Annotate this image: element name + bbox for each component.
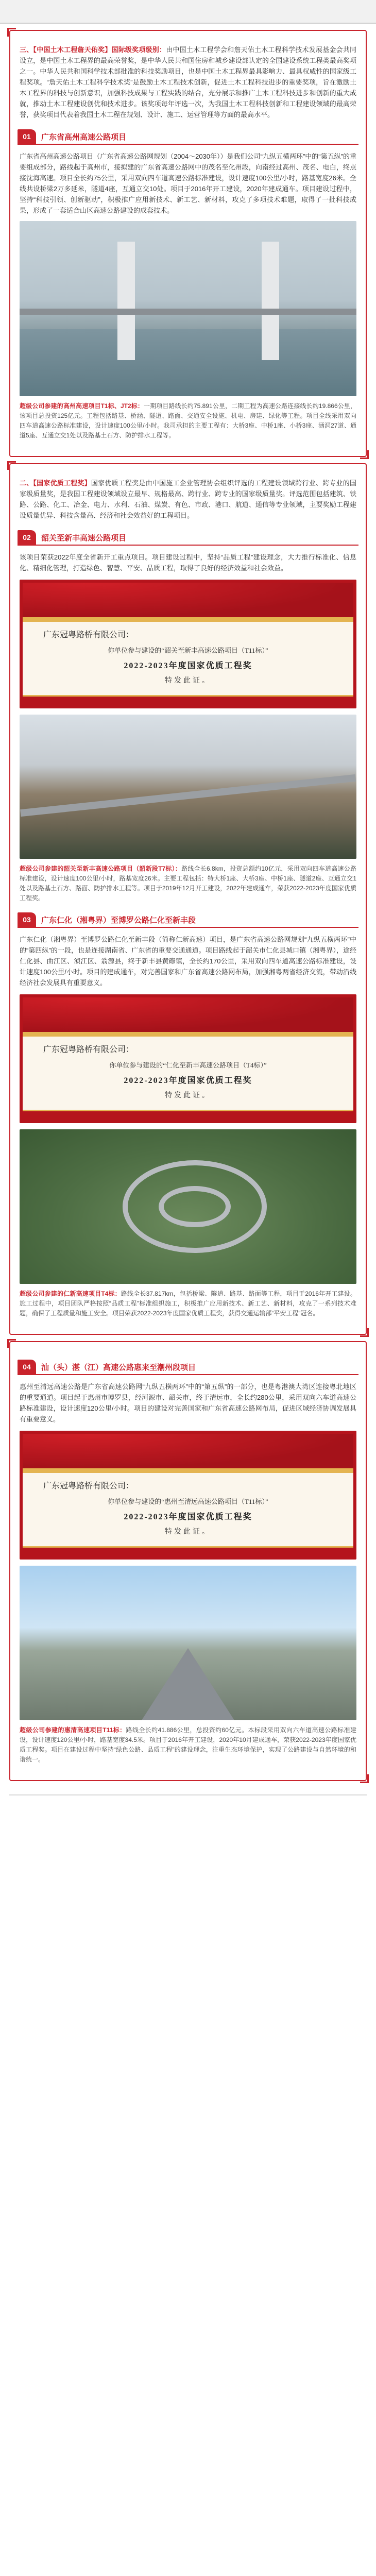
photo-caption bbox=[20, 1725, 356, 1765]
section-header-02 bbox=[18, 530, 358, 546]
section-paragraph: 广东仁化（湘粤界）至博罗公路仁化至新丰段（简称仁新高速）项目，是广东省高速公路网规划“九纵五横两环”中的“第四纵”的一段，也是连接湖南省、广东省的重要交通通道。项目路线起于韶关市仁化县城口镇（湘粤界），途经仁化县、曲江区、浈江区、翁源县，终于新丰县黄磜镇，全长约170公里，采用双向四车道高速公路标准建设，设计速度100公里/小时。项目的建成通车，对完善国家和广东省高速公路网布局，加强湘粤两省经济交流，带动沿线经济社会发展具有重要意义。 bbox=[20, 936, 356, 987]
caption-text: 路线全长约41.886公里，总投资约60亿元。本标段采用双向六车道高速公路标准建设，设计速度120公里/小时，路基宽度34.5米。项目于2016年开工建设，2020年10月建成通车，荣获2022-2023年度国家优质工程奖。项目在建设过程中坚持“绿色公路、品质工程”的建设理念，注重生态环境保护，实现了公路建设与自然环境的和谐统一。 bbox=[20, 1726, 356, 1763]
section-header-04 bbox=[18, 1360, 358, 1375]
section-number: 02 bbox=[18, 530, 36, 545]
caption-lead: 超级公司参建的惠清高速项目T11标： bbox=[20, 1726, 126, 1734]
section-header-03 bbox=[18, 912, 358, 928]
section-title: 韶关至新丰高速公路项目 bbox=[41, 533, 127, 543]
section-title: 广东省高州高速公路项目 bbox=[41, 132, 127, 142]
valley-highway-photo bbox=[20, 715, 356, 859]
intro-body: 由中国土木工程学会和詹天佑土木工程科学技术发展基金会共同设立，是中国土木工程界的最高荣誉奖，是中华人民共和国住房和城乡建设部认定的全国建设系统工程类最高奖项之一。中华人民共和国科学技术部批准的科技奖励项目，也是中国土木工程界最具影响力、最具权威性的国家级工程奖项。“詹天佑土木工程科学技术奖”是鼓励土木工程技术创新，促进土木工程科技进步的重要奖项，旨在激励土木工程界的科技与创新意识，加强科技成果与工程实践的结合，充分展示和推广土木工程科技进步和创新的重大成就，推动土木工程建设创优和技术进步。该奖项每年评选一次，为我国土木工程科技创新和工程建设领域的最高荣誉，获奖项目代表着我国土木工程在规划、设计、施工、运营管理等方面的最高水平。 bbox=[20, 46, 356, 118]
cert-award: 2022-2023年度国家优质工程奖 bbox=[124, 662, 252, 670]
photo-caption bbox=[20, 1289, 356, 1318]
footer-divider bbox=[9, 1794, 367, 1795]
cert-org: 广东冠粤路桥有限公司： bbox=[43, 1482, 134, 1490]
section-frame-1 bbox=[9, 30, 367, 457]
section-paragraph bbox=[20, 478, 356, 521]
caption-lead: 超级公司参建的韶关至新丰高速公路项目（韶新段T7标）： bbox=[20, 865, 182, 872]
cert-award: 2022-2023年度国家优质工程奖 bbox=[124, 1076, 252, 1085]
bridge-photo bbox=[20, 221, 356, 396]
intro-paragraph bbox=[20, 44, 356, 120]
award-certificate bbox=[20, 580, 356, 708]
caption-lead: 超级公司参建的高州高速项目T1标、JT2标： bbox=[20, 402, 144, 410]
caption-text: 一期项目路线长约75.891公里，二期工程为高速公路连接线长约19.866公里，该项目总投资125亿元。工程包括路基、桥涵、隧道、路面、交通安全设施、机电、房建、绿化等工程。项目全线采用双向四车道高速公路标准建设，设计速度100公里/小时。我司承担的主要工程有：大桥3座、中桥1座、小桥3座、涵洞27道、通道5座、互通立交1处以及路基土石方、防护排水工程等。 bbox=[20, 402, 356, 439]
section-header-01 bbox=[18, 129, 358, 145]
cert-award: 2022-2023年度国家优质工程奖 bbox=[124, 1513, 252, 1521]
award-certificate bbox=[20, 1431, 356, 1560]
section-paragraph: 广东省高州高速公路项目（广东省高速公路网规划（2004～2030年））是我们公司“九纵五横两环”中的“第五纵”的重要组成部分，路线起于高州市，接拟建的广东省高速公路网中的茂名至化州段，向南经过高州、茂名、电白，终点接沈海高速。项目全长约75公里，采用双向四车道高速公路标准建设，设计速度100公里/小时，路基宽度26米。全线共设桥梁2万多延米，隧道4座，互通立交10处。项目于2016年开工建设，2020年建成通车。项目建设过程中，坚持“科技引领、创新驱动”，积极推广应用新技术、新工艺、新材料，攻克了多项技术难题，取得了一批科技成果，形成了一套适合山区高速公路建设的成套技术。 bbox=[20, 152, 356, 214]
section-title: 汕（头）湛（江）高速公路惠来至潮州段项目 bbox=[41, 1363, 196, 1372]
photo-caption bbox=[20, 864, 356, 903]
section-number: 03 bbox=[18, 912, 36, 927]
intro-lead: 三、【中国土木工程詹天佑奖】国际级奖项级别： bbox=[20, 46, 166, 54]
section-number: 01 bbox=[18, 129, 36, 144]
section-title: 广东仁化（湘粤界）至博罗公路仁化至新丰段 bbox=[41, 916, 196, 925]
interchange-photo bbox=[20, 1129, 356, 1284]
cert-tail: 特发此证。 bbox=[165, 677, 211, 685]
cert-line: 你单位参与建设的“惠州至清远高速公路项目（T11标）” bbox=[108, 1498, 268, 1505]
top-band bbox=[0, 0, 376, 24]
photo-caption bbox=[20, 401, 356, 440]
cert-line: 你单位参与建设的“仁化至新丰高速公路项目（T4标）” bbox=[109, 1061, 267, 1069]
cert-line: 你单位参与建设的“韶关至新丰高速公路项目（T11标）” bbox=[108, 647, 268, 654]
caption-text: 路线全长37.817km，包括桥梁、隧道、路基、路面等工程，项目于2016年开工建设。施工过程中，项目团队严格按照“品质工程”标准组织施工，积极推广应用新技术、新工艺、新材料，攻克了一系列技术难题，确保了工程质量和施工安全。项目荣获2022-2023年度国家优质工程奖，获得交通运输部“平安工程”冠名。 bbox=[20, 1290, 356, 1317]
cert-tail: 特发此证。 bbox=[165, 1092, 211, 1099]
cert-tail: 特发此证。 bbox=[165, 1528, 211, 1536]
section-paragraph: 该项目荣获2022年度全省新开工重点项目。项目建设过程中，坚持“品质工程”建设理念，大力推行标准化、信息化、精细化管理，打造绿色、智慧、平安、品质工程，取得了良好的经济效益和社会效益。 bbox=[20, 553, 356, 572]
section-number: 04 bbox=[18, 1360, 36, 1374]
section-frame-2 bbox=[9, 463, 367, 1335]
award-certificate bbox=[20, 994, 356, 1123]
cert-org: 广东冠粤路桥有限公司： bbox=[43, 1045, 134, 1054]
caption-lead: 超级公司参建的仁新高速项目T4标： bbox=[20, 1290, 121, 1297]
section-lead: 二、【国家优质工程奖】 bbox=[20, 479, 91, 487]
section-paragraph-text: 国家优质工程奖是由中国施工企业管理协会组织评选的工程建设领域跨行业、跨专业的国家级质量奖，是我国工程建设领域设立最早、规格最高、跨行业、跨专业的国家级质量奖。评选范围包括建筑、铁路、公路、化工、冶金、电力、水利、石油、煤炭、有色、市政、港口、航道、通信等专业领域，主要奖励工程建设质量优异、科技含量高、经济和社会效益好的工程项目。 bbox=[20, 479, 356, 519]
section-frame-3 bbox=[9, 1341, 367, 1781]
caption-text: 路线全长6.8km，投资总额约10亿元，采用双向四车道高速公路标准建设，设计速度100公里/小时，路基宽度26米。主要工程包括：特大桥1座、大桥3座、中桥1座、隧道2座、互通立交1处以及路基土石方、路面、防护排水工程等。项目于2019年12月开工建设，2022年建成通车，荣获2022-2023年度国家优质工程奖。 bbox=[20, 865, 356, 902]
cert-org: 广东冠粤路桥有限公司： bbox=[43, 631, 134, 639]
section-paragraph: 惠州至清远高速公路是广东省高速公路网“九纵五横两环”中的“第五纵”的一部分，也是粤港澳大湾区连接粤北地区的重要通道。项目起于惠州市博罗县，经河源市、韶关市，终于清远市，全长约280公里，采用双向六车道高速公路标准建设，设计速度120公里/小时。项目的建设对完善国家和广东省高速公路网布局，促进区域经济协调发展具有重要意义。 bbox=[20, 1383, 356, 1423]
highway-photo bbox=[20, 1566, 356, 1720]
